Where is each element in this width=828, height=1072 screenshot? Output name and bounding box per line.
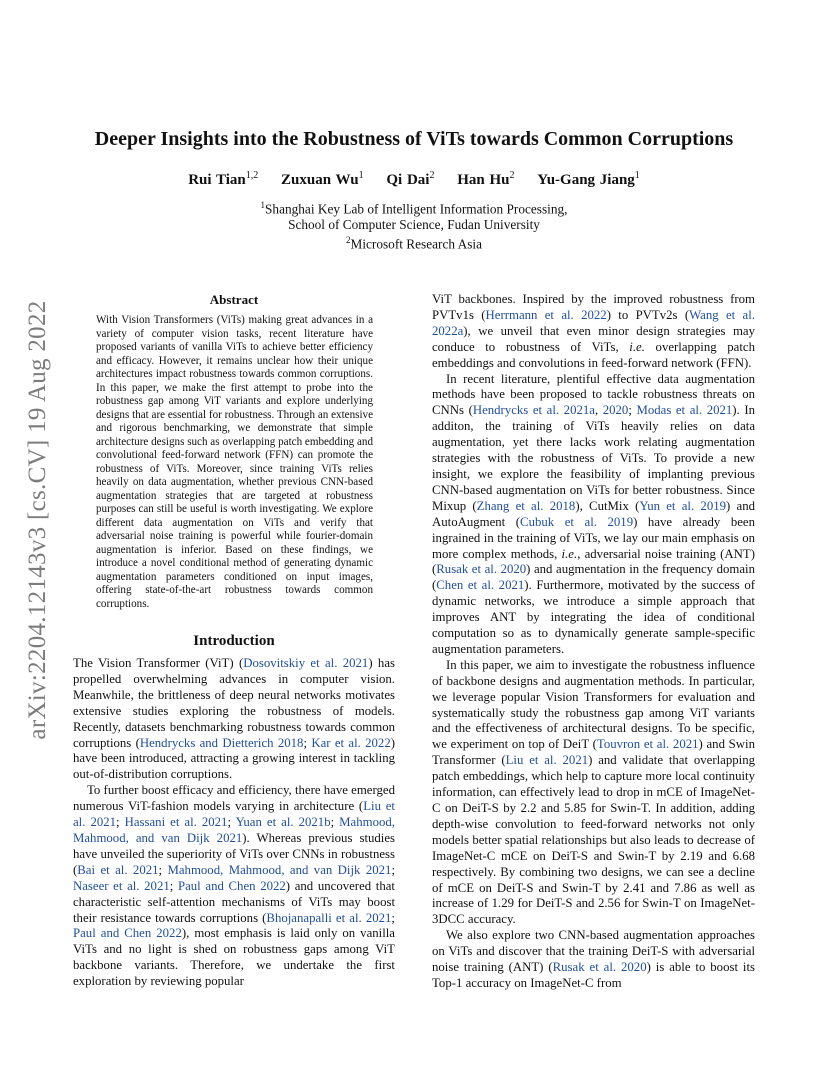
paper-title: Deeper Insights into the Robustness of ViTs towards Common Corruptions xyxy=(94,128,734,150)
author: Zuxuan Wu$^1$ xyxy=(281,170,364,188)
author: Han Hu$^2$ xyxy=(457,170,515,188)
abstract-text: With Vision Transformers (ViTs) making great advances in a variety of computer vision tasks, recent literature have proposed variants of vanilla ViTs to achieve better efficiency and efficacy. However, it remains unclear how their unique architectures impact robustness towards common corruptions. In this paper, we make the first attempt to probe into the robustness gap among ViT variants and explore underlying designs that are essential for robustness. Through an extensive and rigorous benchmarking, we demonstrate that simple architecture designs such as overlapping patch embedding and convolutional feed-forward network (FFN) can promote the robustness of ViTs. Moreover, since training ViTs relies heavily on data augmentation, whether previous CNN-based augmentation strategies that are targeted at robustness purposes can still be useful is worth investigating. We explore different data augmentation on ViTs and verify that adversarial noise training is powerful while fourier-domain augmentation is inferior. Based on these findings, we introduce a novel conditional method of generating dynamic augmentation parameters conditioned on input images, offering state-of-the-art robustness towards common corruptions. xyxy=(96,314,373,610)
paragraph: The Vision Transformer (ViT) (Dosovitskiy et al. 2021) has propelled overwhelming advances in computer vision. Meanwhile, the brittleness of deep neural networks motivates extensive studies exploring the robustness of models. Recently, datasets benchmarking robustness towards common corruptions (Hendrycks and Dietterich 2018; Kar et al. 2022) have been introduced, attracting a growing interest in tackling out-of-distribution corruptions. xyxy=(73,656,395,782)
intro-body-left xyxy=(73,656,395,990)
left-column xyxy=(73,292,395,990)
citation-link[interactable]: Wang et al. 2022a xyxy=(432,307,755,338)
citation-link[interactable]: Naseer et al. 2021 xyxy=(73,878,170,893)
citation-link[interactable]: Paul and Chen 2022 xyxy=(177,878,286,893)
citation-link[interactable]: Zhang et al. 2018 xyxy=(476,498,576,513)
citation-link[interactable]: Bai et al. 2021 xyxy=(77,862,159,877)
citation-link[interactable]: Herrmann et al. 2022 xyxy=(485,307,607,322)
author: Qi Dai$^2$ xyxy=(386,170,435,188)
citation-link[interactable]: Yun et al. 2019 xyxy=(639,498,727,513)
citation-link[interactable]: Hassani et al. 2021 xyxy=(124,815,228,830)
citation-link[interactable]: Rusak et al. 2020 xyxy=(436,562,527,577)
section-heading-introduction: Introduction xyxy=(193,633,275,649)
citation-link[interactable]: Mahmood, Mahmood, and van Dijk 2021 xyxy=(167,862,392,877)
citation-link[interactable]: 2020 xyxy=(602,403,629,418)
citation-link[interactable]: Hendrycks and Dietterich 2018 xyxy=(139,735,304,750)
paragraph: In recent literature, plentiful effective data augmentation methods have been proposed to tackle robustness threats on CNNs (Hendrycks et al. 2021a, 2020; Modas et al. 2021). In additon, the training of ViTs heavily relies on data augmentation, yet there lacks work relating augmentation strategies with the robustness of ViTs. To provide a new insight, we explore the feasibility of implanting previous CNN-based augmentation on ViTs for better robustness. Since Mixup (Zhang et al. 2018), CutMix (Yun et al. 2019) and AutoAugment (Cubuk et al. 2019) have already been ingrained in the training of ViTs, we lay our main emphasis on more complex methods, i.e., adversarial noise training (ANT) (Rusak et al. 2020) and augmentation in the frequency domain (Chen et al. 2021). Furthermore, motivated by the success of dynamic networks, we introduce a simple approach that improves ANT by integrating the idea of conditional computation so as to dynamically generate sample-specific augmentation parameters. xyxy=(432,371,756,656)
paragraph: In this paper, we aim to investigate the robustness influence of backbone designs and augmentation methods. In particular, we leverage popular Vision Transformers for evaluation and systematically study the robustness gap among ViT variants and the effectiveness of architectural designs. To be specific, we experiment on top of DeiT (Touvron et al. 2021) and Swin Transformer (Liu et al. 2021) and validate that overlapping patch embeddings, which help to capture more local continuity information, can effectively lead to drop in mCE of ImageNet-C on DeiT-S by 2.2 and 5.85 for Swin-T. In addition, adding depth-wise convolution to feed-forward networks not only models better spatial relationships but also leads to decrease of ImageNet-C mCE on DeiT-S and Swin-T by 2.19 and 6.68 respectively. By combining two designs, we can see a decline of mCE on DeiT-S and Swin-T by 2.41 and 7.86 as well as increase of 1.29 for DeiT-S and 2.56 for Swin-T on ImageNet-3DCC accuracy. xyxy=(432,657,755,927)
citation-link[interactable]: Rusak et al. 2020 xyxy=(552,960,647,975)
arxiv-stamp-text: arXiv:2204.12143v3 [cs.CV] 19 Aug 2022 xyxy=(24,300,51,740)
citation-link[interactable]: Bhojanapalli et al. 2021 xyxy=(266,910,392,925)
arxiv-stamp xyxy=(18,280,58,760)
citation-link[interactable]: Modas et al. 2021 xyxy=(636,403,733,418)
citation-link[interactable]: Touvron et al. 2021 xyxy=(596,737,699,752)
citation-link[interactable]: Liu et al. 2021 xyxy=(73,799,395,830)
citation-link[interactable]: Hendrycks et al. 2021a xyxy=(472,403,595,418)
author: Rui Tian$^{1,2}$ xyxy=(188,170,259,188)
citation-link[interactable]: Dosovitskiy et al. 2021 xyxy=(243,656,369,670)
abstract-heading: Abstract xyxy=(209,292,259,307)
affiliation-1-line2: School of Computer Science, Fudan University xyxy=(288,217,540,233)
citation-link[interactable]: Chen et al. 2021 xyxy=(436,578,525,593)
citation-link[interactable]: Liu et al. 2021 xyxy=(505,753,589,768)
author: Yu-Gang Jiang$^1$ xyxy=(537,170,640,188)
citation-link[interactable]: Mahmood, Mahmood, and van Dijk 2021 xyxy=(73,815,395,845)
paragraph: To further boost efficacy and efficiency, there have emerged numerous ViT-fashion models varying in architecture (Liu et al. 2021; Hassani et al. 2021; Yuan et al. 2021b; Mahmood, Mahmood, and van Dijk 2021). Whereas previous studies have unveiled the superiority of ViTs over CNNs in robustness (Bai et al. 2021; Mahmood, Mahmood, and van Dijk 2021; Naseer et al. 2021; Paul and Chen 2022) and uncovered that characteristic self-attention mechanisms of ViTs may boost their resistance towards corruptions (Bhojanapalli et al. 2021; Paul and Chen 2022), most emphasis is laid only on vanilla ViTs and no light is shed on robustness gaps among ViT backbone variants. Therefore, we undertake the first exploration by reviewing popular xyxy=(73,783,396,989)
right-column xyxy=(432,292,755,992)
paragraph: We also explore two CNN-based augmentation approaches on ViTs and discover that the training DeiT-S with adversarial noise training (ANT) (Rusak et al. 2020) is able to boost its Top-1 accuracy on ImageNet-C from xyxy=(432,928,755,990)
citation-link[interactable]: Kar et al. 2022 xyxy=(311,735,391,750)
paragraph: ViT backbones. Inspired by the improved robustness from PVTv1s (Herrmann et al. 2022) to PVTv2s (Wang et al. 2022a), we unveil that even minor design strategies may conduce to robustness of ViTs, i.e. overlapping patch embeddings and convolutions in feed-forward network (FFN). xyxy=(432,292,755,370)
citation-link[interactable]: Cubuk et al. 2019 xyxy=(520,514,634,529)
affiliations xyxy=(60,198,768,252)
affiliation-1: $^1$Shanghai Key Lab of Intelligent Information Processing, xyxy=(260,200,568,217)
citation-link[interactable]: Paul and Chen 2022 xyxy=(73,926,182,941)
affiliation-2: $^2$Microsoft Research Asia xyxy=(346,234,482,252)
author-list xyxy=(60,170,768,189)
citation-link[interactable]: Yuan et al. 2021b xyxy=(235,815,331,830)
